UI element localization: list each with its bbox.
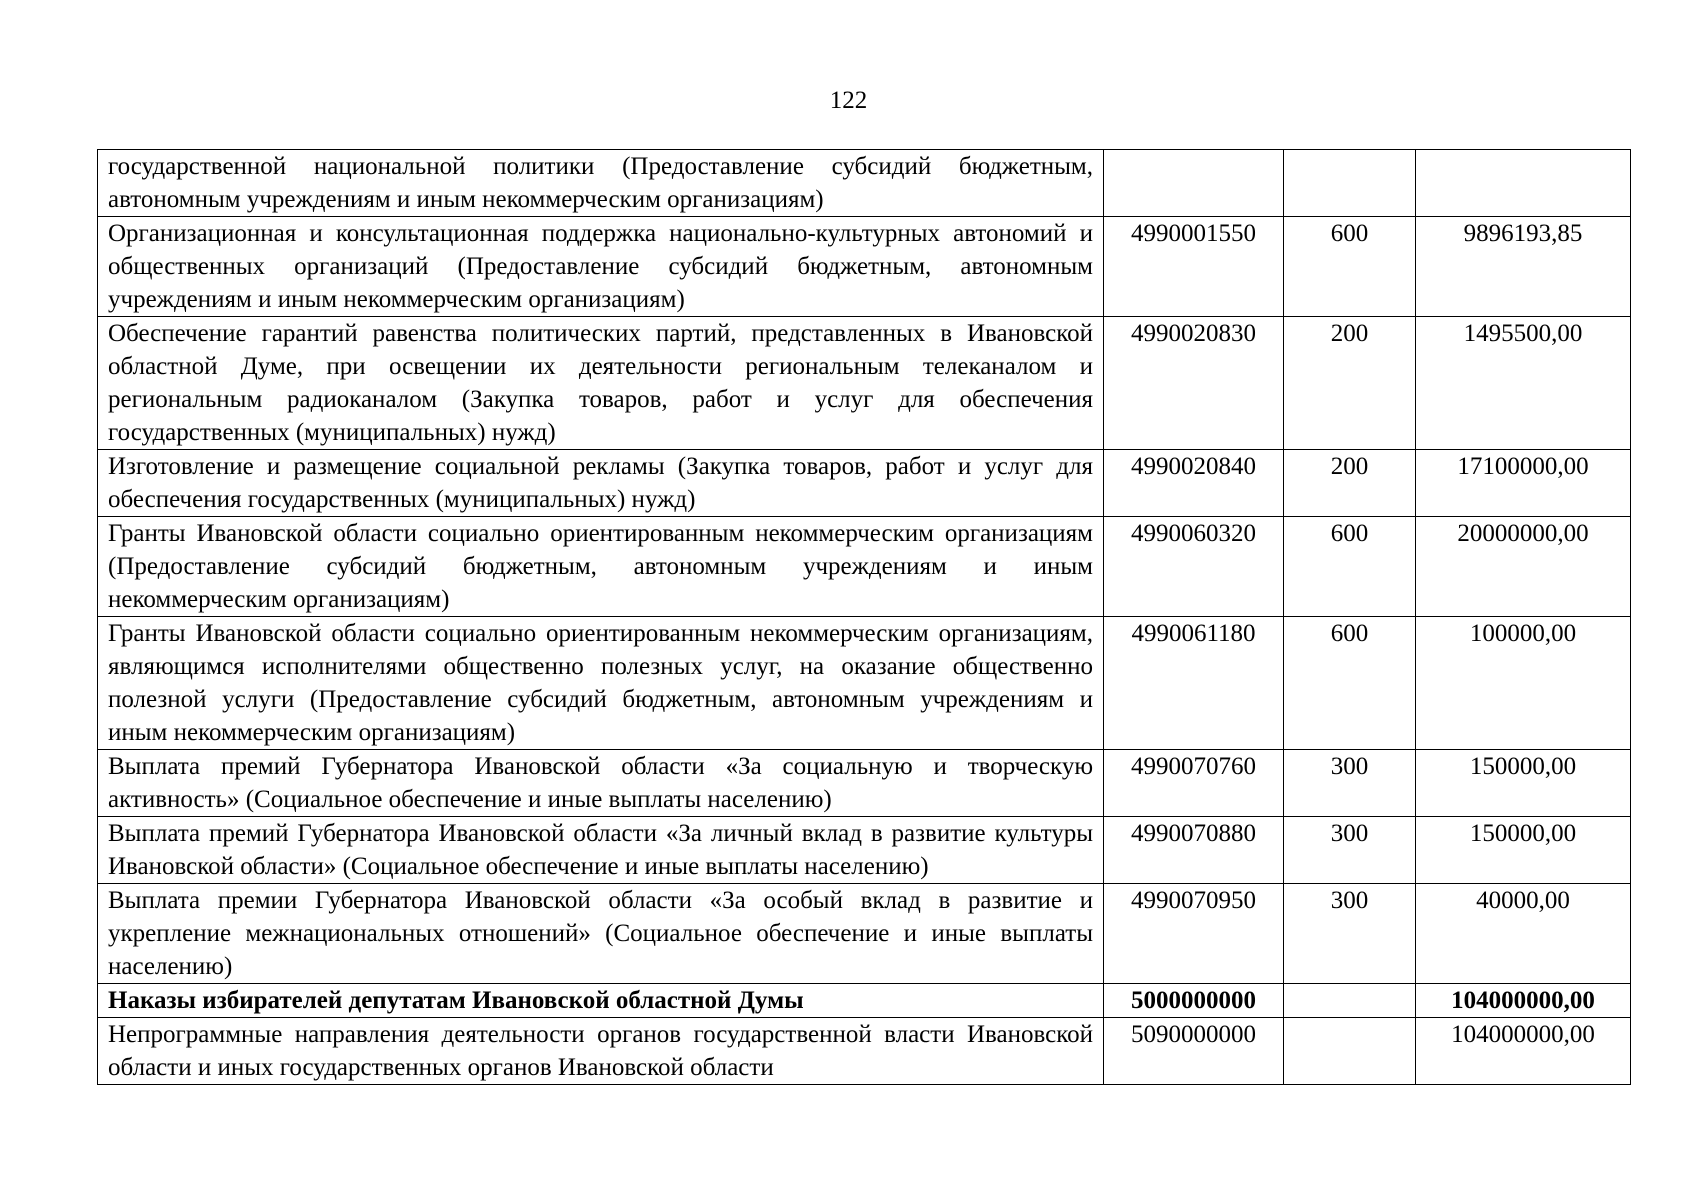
budget-table-body: [98, 150, 1631, 1085]
row-description: Гранты Ивановской области социально ориентированным некоммерческим организациям, являющимся исполнителями общественно полезных услуг, на оказание общественно полезной услуги (Предоставление субсидий бюджетным, автономным учреждениям и иным некоммерческим организациям): [98, 617, 1104, 750]
row-amount: 9896193,85: [1416, 217, 1631, 317]
row-code: 4990061180: [1104, 617, 1284, 750]
budget-table: [97, 149, 1631, 1085]
row-description: Непрограммные направления деятельности органов государственной власти Ивановской области и иных государственных органов Ивановской области: [98, 1018, 1104, 1085]
row-code: 4990060320: [1104, 517, 1284, 617]
row-expense-type: 600: [1284, 517, 1416, 617]
row-expense-type: [1284, 984, 1416, 1018]
row-amount: 20000000,00: [1416, 517, 1631, 617]
row-expense-type: 300: [1284, 817, 1416, 884]
row-amount: 40000,00: [1416, 884, 1631, 984]
row-amount: 100000,00: [1416, 617, 1631, 750]
table-row: [98, 817, 1631, 884]
table-row: [98, 150, 1631, 217]
row-description: Обеспечение гарантий равенства политических партий, представленных в Ивановской областной Думе, при освещении их деятельности региональным телеканалом и региональным радиоканалом (Закупка товаров, работ и услуг для обеспечения государственных (муниципальных) нужд): [98, 317, 1104, 450]
table-row: [98, 750, 1631, 817]
table-row: [98, 217, 1631, 317]
row-code: 4990070760: [1104, 750, 1284, 817]
table-row: [98, 1018, 1631, 1085]
row-expense-type: 600: [1284, 217, 1416, 317]
table-row: [98, 517, 1631, 617]
row-expense-type: 200: [1284, 317, 1416, 450]
row-amount: [1416, 150, 1631, 217]
table-row-section-total: [98, 984, 1631, 1018]
row-expense-type: 300: [1284, 884, 1416, 984]
row-expense-type: 600: [1284, 617, 1416, 750]
table-row: [98, 317, 1631, 450]
row-amount: 150000,00: [1416, 750, 1631, 817]
row-amount: 104000000,00: [1416, 1018, 1631, 1085]
row-amount: 150000,00: [1416, 817, 1631, 884]
row-amount: 1495500,00: [1416, 317, 1631, 450]
row-description: государственной национальной политики (Предоставление субсидий бюджетным, автономным учреждениям и иным некоммерческим организациям): [98, 150, 1104, 217]
row-code: 4990070880: [1104, 817, 1284, 884]
row-code: 4990020840: [1104, 450, 1284, 517]
row-code: 4990070950: [1104, 884, 1284, 984]
row-description: Организационная и консультационная поддержка национально-культурных автономий и общественных организаций (Предоставление субсидий бюджетным, автономным учреждениям и иным некоммерческим организациям): [98, 217, 1104, 317]
row-amount: 104000000,00: [1416, 984, 1631, 1018]
row-expense-type: 200: [1284, 450, 1416, 517]
table-row: [98, 450, 1631, 517]
row-expense-type: 300: [1284, 750, 1416, 817]
row-description: Выплата премий Губернатора Ивановской области «За социальную и творческую активность» (Социальное обеспечение и иные выплаты населению): [98, 750, 1104, 817]
row-code: 4990001550: [1104, 217, 1284, 317]
table-row: [98, 617, 1631, 750]
row-amount: 17100000,00: [1416, 450, 1631, 517]
row-code: 4990020830: [1104, 317, 1284, 450]
row-expense-type: [1284, 150, 1416, 217]
row-description: Выплата премий Губернатора Ивановской области «За личный вклад в развитие культуры Ивановской области» (Социальное обеспечение и иные выплаты населению): [98, 817, 1104, 884]
row-code: [1104, 150, 1284, 217]
row-code: 5090000000: [1104, 1018, 1284, 1085]
page-number: 122: [829, 87, 868, 114]
row-description: Изготовление и размещение социальной рекламы (Закупка товаров, работ и услуг для обеспечения государственных (муниципальных) нужд): [98, 450, 1104, 517]
table-row: [98, 884, 1631, 984]
row-description: Наказы избирателей депутатам Ивановской областной Думы: [98, 984, 1104, 1018]
row-description: Гранты Ивановской области социально ориентированным некоммерческим организациям (Предоставление субсидий бюджетным, автономным учреждениям и иным некоммерческим организациям): [98, 517, 1104, 617]
row-description: Выплата премии Губернатора Ивановской области «За особый вклад в развитие и укрепление межнациональных отношений» (Социальное обеспечение и иные выплаты населению): [98, 884, 1104, 984]
row-code: 5000000000: [1104, 984, 1284, 1018]
row-expense-type: [1284, 1018, 1416, 1085]
